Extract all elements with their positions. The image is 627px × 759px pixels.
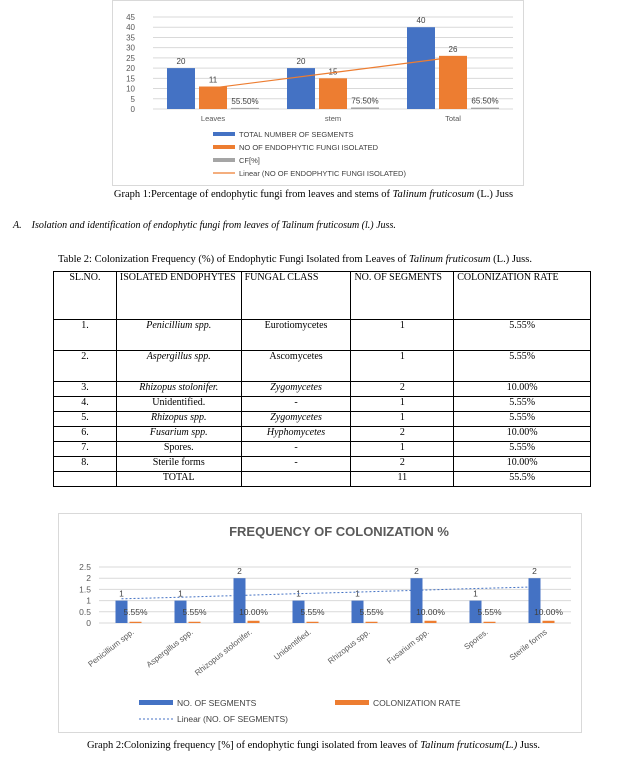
graph1-caption [0,189,627,200]
graph1-svg [113,1,523,185]
data-label: 75.50% [351,96,379,106]
y-tick-label: 25 [126,53,135,63]
x-tick-label: Spores. [462,627,490,652]
table-row [54,457,591,472]
cell-class: Ascomycetes [241,351,351,382]
table-row [54,442,591,457]
table-caption [58,254,532,265]
cell-rate: 10.00% [454,457,591,472]
cell-segments: 1 [351,351,454,382]
header-segments: NO. OF SEGMENTS [351,272,454,320]
y-tick-label: 2 [86,573,91,584]
y-tick-label: 45 [126,13,135,22]
cell-rate: 10.00% [454,427,591,442]
bar-2 [231,108,259,109]
cell-class: Hyphomycetes [241,427,351,442]
y-tick-label: 40 [126,23,135,33]
y-tick-label: 10 [126,84,135,94]
header-fungal-class: FUNGAL CLASS [241,272,351,320]
header-colonization-rate: COLONIZATION RATE [454,272,591,320]
cell-total-rate: 55.5% [454,472,591,487]
data-label: 5.55% [359,607,384,617]
data-label: 2 [532,566,537,577]
bar-1 [439,56,467,109]
graph2-caption [0,740,627,751]
cell-slno: 5. [54,412,117,427]
cell-segments: 2 [351,427,454,442]
bar-0 [167,68,195,109]
data-label: 2 [237,566,242,577]
bar-colonization [484,622,496,623]
cell-slno: 1. [54,320,117,351]
data-label: 5.55% [123,607,148,617]
x-tick-label: Fusarium spp. [385,627,431,666]
x-tick-label: Penicillium spp. [86,627,136,669]
table-total-row [54,472,591,487]
cell-slno: 4. [54,397,117,412]
data-label: 1 [296,588,301,599]
bar-colonization [130,622,142,623]
cell-endophyte: Sterile forms [116,457,241,472]
cell-class: Zygomycetes [241,412,351,427]
x-tick-label: stem [324,114,342,123]
x-tick-label: Aspergillus spp. [144,627,195,670]
y-tick-label: 0.5 [79,606,91,617]
legend-label: CF[%] [239,156,260,165]
graph2-svg [59,514,581,732]
graph1-chart [112,0,524,186]
cell-rate: 5.55% [454,351,591,382]
x-tick-label: Rhizopus spp. [326,627,372,666]
legend-label: TOTAL NUMBER OF SEGMENTS [239,130,354,139]
data-label: 5.55% [477,607,502,617]
y-tick-label: 2.5 [79,562,91,572]
cell-endophyte: Unidentified. [116,397,241,412]
cell-segments: 1 [351,397,454,412]
cell-endophyte: Rhizopus stolonifer. [116,382,241,397]
table-caption-species: Talinum fruticosum [408,254,491,265]
y-tick-label: 35 [126,33,135,43]
data-label: 65.50% [471,96,499,106]
legend-label: COLONIZATION RATE [373,698,461,708]
section-heading: A. Isolation and identification of endophytic fungi from leaves of Talinum fruticosum (l.) Juss. [13,220,396,231]
bar-colonization [543,621,555,623]
cell-segments: 2 [351,457,454,472]
cell-segments: 1 [351,320,454,351]
data-label: 2 [414,566,419,577]
bar-0 [287,68,315,109]
legend-label: Linear (NO OF ENDOPHYTIC FUNGI ISOLATED) [239,169,406,178]
y-tick-label: 5 [130,94,135,104]
data-label: 11 [208,75,218,85]
y-tick-label: 1.5 [79,584,91,595]
cell-segments: 1 [351,442,454,457]
data-label: 20 [296,57,306,67]
cell-class: Zygomycetes [241,382,351,397]
bar-colonization [366,622,378,623]
data-label: 10.00% [534,607,563,617]
y-tick-label: 30 [126,43,135,53]
bar-2 [471,108,499,109]
cell-slno [54,472,117,487]
legend-label: NO. OF SEGMENTS [177,698,257,708]
cell-rate: 10.00% [454,382,591,397]
cell-class: Eurotiomycetes [241,320,351,351]
legend-label: NO OF ENDOPHYTIC FUNGI ISOLATED [239,143,379,152]
cell-rate: 5.55% [454,412,591,427]
graph2-caption-text: Graph 2:Colonizing frequency [%] of endophytic fungi isolated from leaves of [86,740,421,751]
cell-endophyte: Penicillium spp. [116,320,241,351]
graph2-caption-species: Talinum fruticosum(L.) [420,740,518,751]
cell-rate: 5.55% [454,442,591,457]
data-label: 1 [178,588,183,599]
bar-colonization [307,622,319,623]
cell-rate: 5.55% [454,320,591,351]
graph2-chart [58,513,582,733]
cell-rate: 5.55% [454,397,591,412]
data-label: 1 [473,588,478,599]
table-row [54,427,591,442]
cell-slno: 8. [54,457,117,472]
table-row [54,397,591,412]
table-row [54,320,591,351]
data-label: 1 [119,588,124,599]
chart-title: FREQUENCY OF COLONIZATION % [229,524,449,539]
data-label: 55.50% [231,96,259,106]
cell-segments: 1 [351,412,454,427]
data-label: 10.00% [416,607,445,617]
legend-swatch [213,158,235,162]
cell-slno: 3. [54,382,117,397]
cell-class: - [241,442,351,457]
data-label: 40 [416,16,426,26]
bar-0 [407,27,435,109]
cell-slno: 2. [54,351,117,382]
graph1-caption-species: Talinum fruticosum [392,189,475,200]
x-tick-label: Leaves [200,114,226,123]
table-row [54,351,591,382]
bar-2 [351,107,379,109]
legend-swatch [213,145,235,149]
cell-class: - [241,397,351,412]
table-row [54,382,591,397]
legend-label: Linear (NO. OF SEGMENTS) [177,714,288,724]
header-slno: SL.NO. [54,272,117,320]
cell-slno: 6. [54,427,117,442]
x-tick-label: Total [445,114,461,123]
x-tick-label: Sterile forms [507,627,549,663]
table-caption-text: Table 2: Colonization Frequency (%) of Endophytic Fungi Isolated from Leaves of [58,254,409,265]
y-tick-label: 20 [126,64,135,74]
legend-swatch [213,132,235,136]
graph2-caption-suffix: Juss. [517,740,541,751]
cell-slno: 7. [54,442,117,457]
x-tick-label: Unidentified. [272,627,313,662]
bar-colonization [248,621,260,623]
cell-total-label: TOTAL [116,472,241,487]
cell-endophyte: Spores. [116,442,241,457]
colonization-table [53,271,591,487]
legend-swatch [335,700,369,705]
cell-class: - [241,457,351,472]
data-label: 10.00% [239,607,268,617]
table-caption-suffix: (L.) Juss. [490,254,532,265]
data-label: 26 [448,44,458,54]
data-label: 5.55% [182,607,207,617]
data-label: 1 [355,588,360,599]
cell-class [241,472,351,487]
header-endophytes: ISOLATED ENDOPHYTES [116,272,241,320]
bar-1 [319,78,347,109]
table-header-row [54,272,591,320]
cell-endophyte: Fusarium spp. [116,427,241,442]
cell-endophyte: Rhizopus spp. [116,412,241,427]
bar-colonization [425,621,437,623]
graph1-caption-text: Graph 1:Percentage of endophytic fungi from leaves and stems of [113,189,393,200]
y-tick-label: 0 [130,105,135,114]
y-tick-label: 1 [86,595,91,606]
x-tick-label: Rhizopus stolonifer. [193,627,254,678]
y-tick-label: 15 [126,74,135,84]
bar-1 [199,87,227,109]
cell-endophyte: Aspergillus spp. [116,351,241,382]
data-label: 15 [328,67,338,77]
legend-swatch [139,700,173,705]
y-tick-label: 0 [86,618,91,628]
cell-segments: 2 [351,382,454,397]
table-row [54,412,591,427]
data-label: 5.55% [300,607,325,617]
bar-colonization [189,622,201,623]
data-label: 20 [176,57,186,67]
cell-total-segments: 11 [351,472,454,487]
graph1-caption-suffix: (L.) Juss [474,189,514,200]
